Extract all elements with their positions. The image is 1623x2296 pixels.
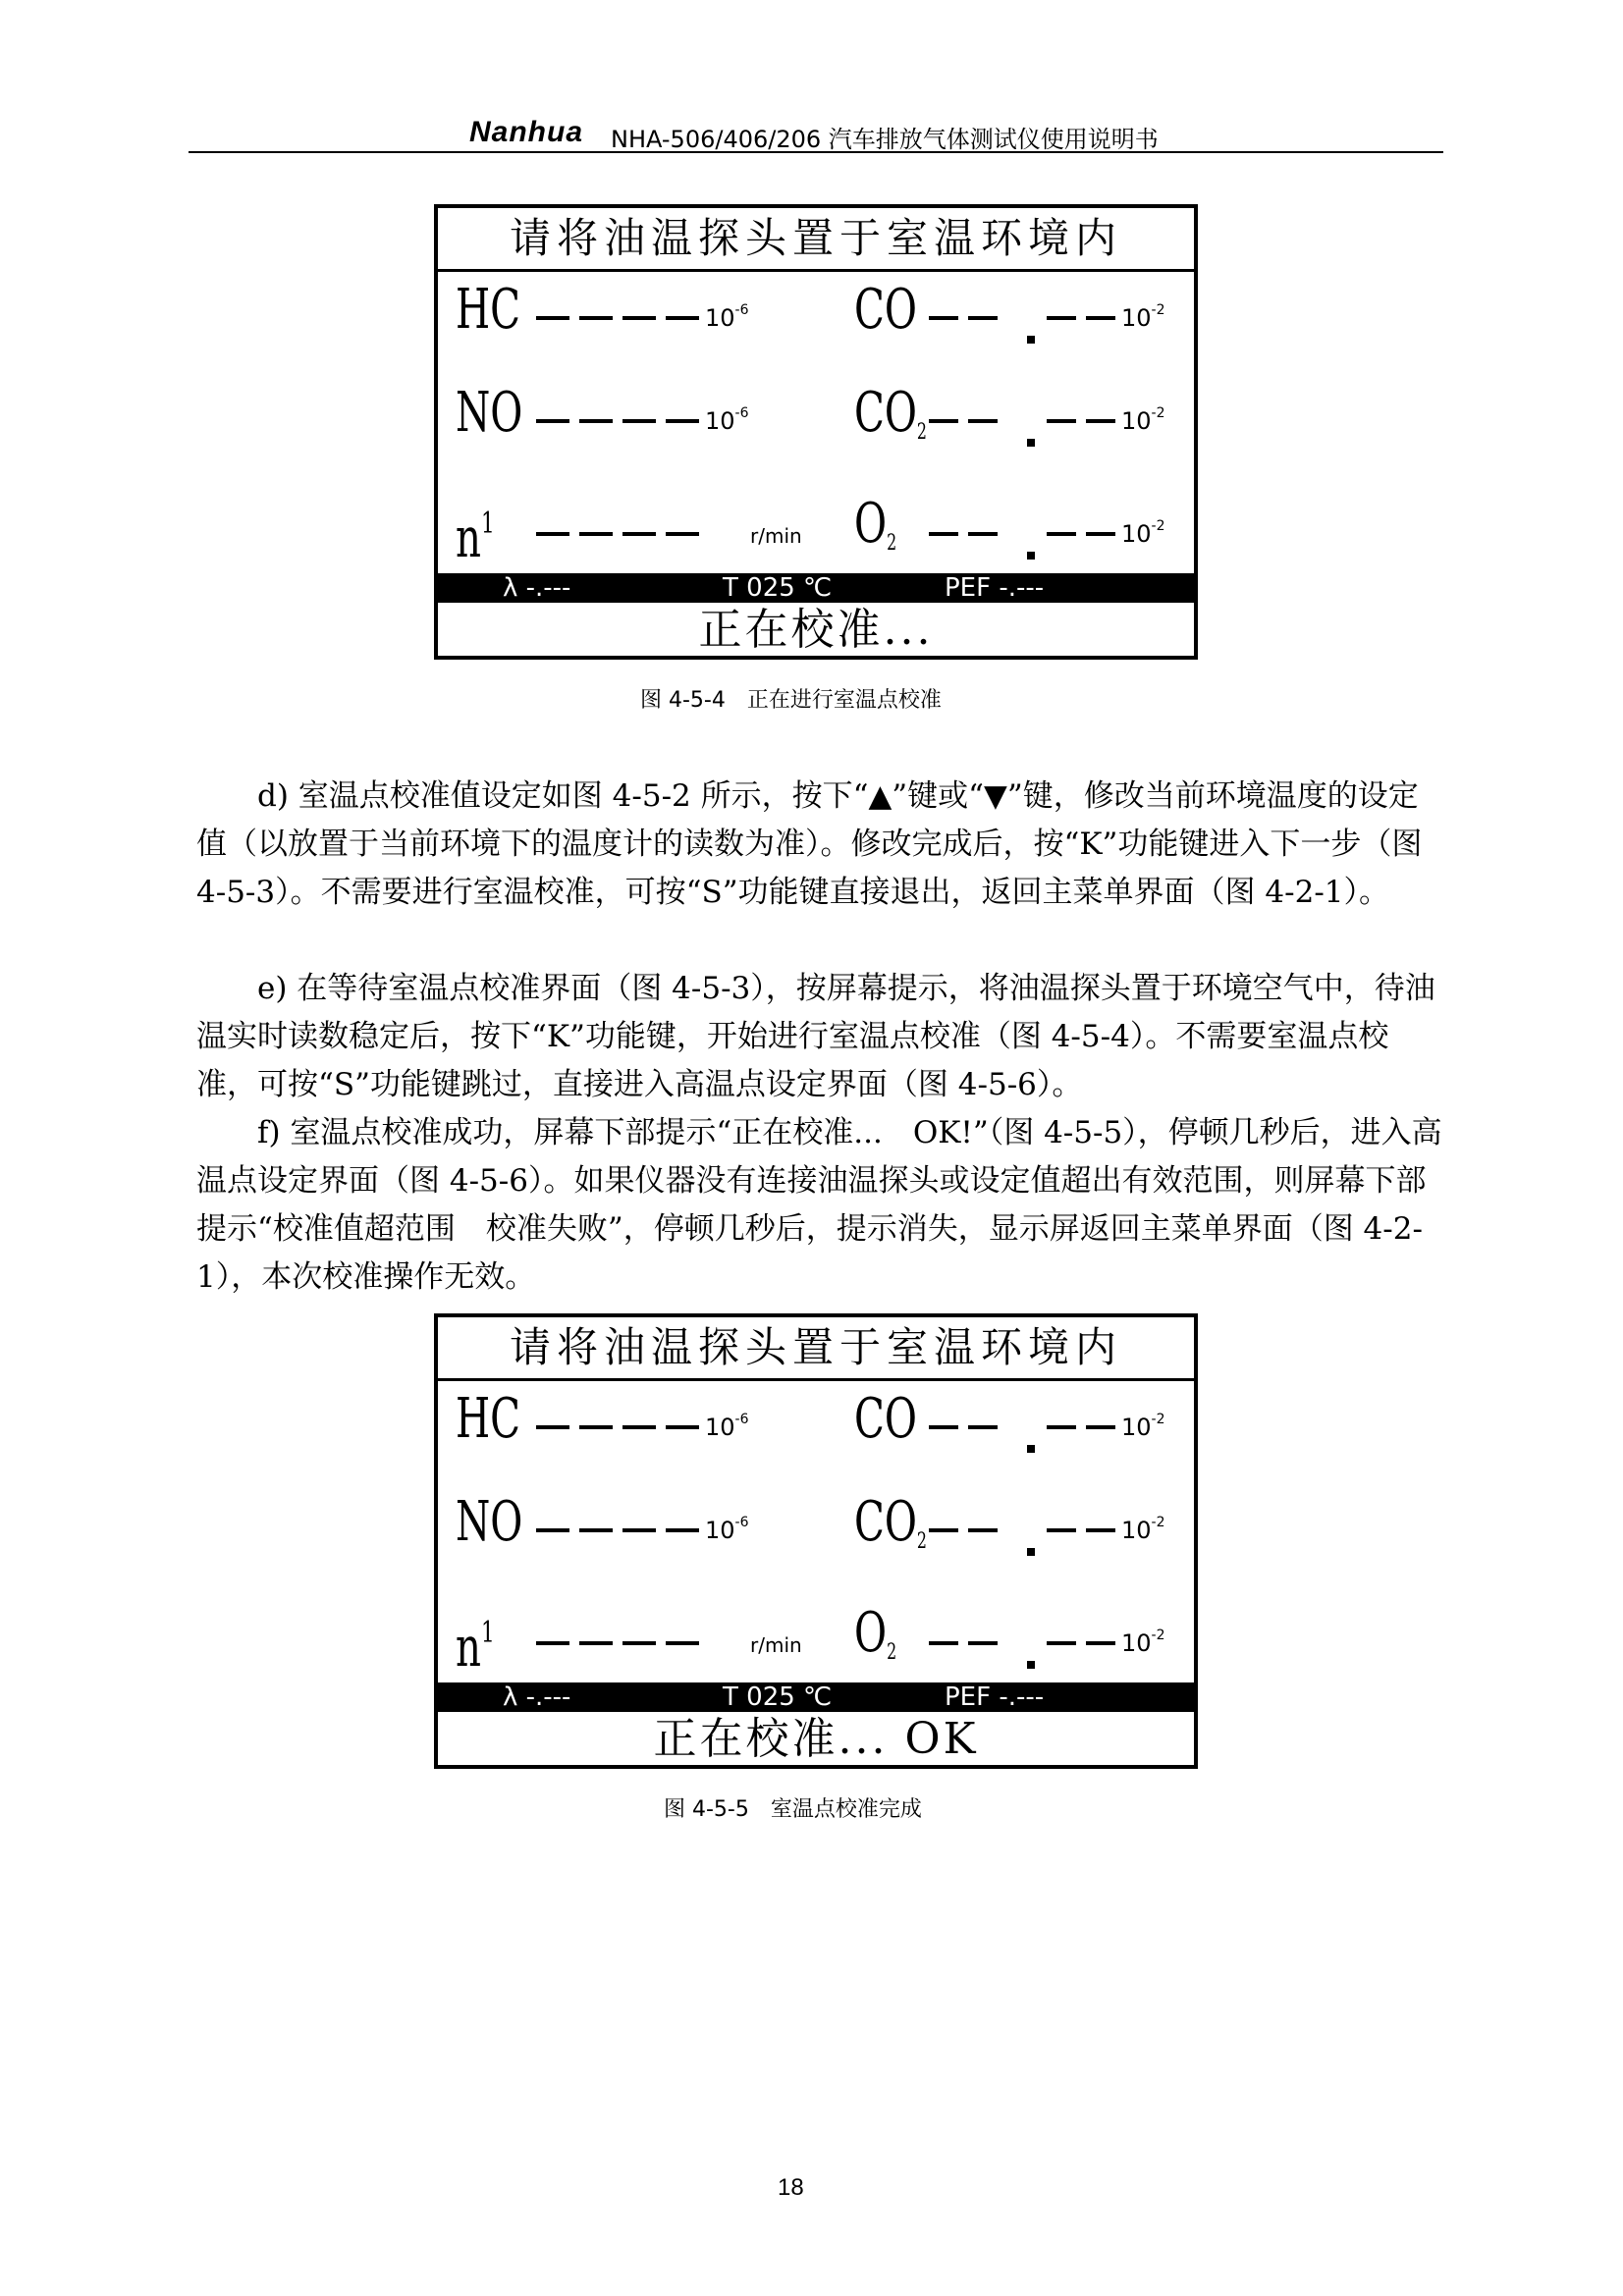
o2-unit: $10^{-2}$ bbox=[1121, 518, 1165, 548]
lcd-status-bar bbox=[438, 1682, 1194, 1712]
no-label: NO bbox=[456, 1490, 523, 1554]
lcd-screen-figure-2 bbox=[434, 1313, 1198, 1769]
o2-unit: $10^{-2}$ bbox=[1121, 1628, 1165, 1657]
rpm-label: $n^1$ bbox=[456, 1616, 495, 1680]
lambda-readout: λ -.--- bbox=[503, 1682, 571, 1712]
figure-caption: 图 4-5-4 正在进行室温点校准 bbox=[640, 688, 942, 713]
brand-logo: Nanhua bbox=[469, 116, 584, 148]
figure-caption: 图 4-5-5 室温点校准完成 bbox=[664, 1797, 922, 1822]
temperature-readout: T 025 ℃ bbox=[723, 1682, 833, 1712]
pef-readout: PEF -.--- bbox=[945, 1682, 1045, 1712]
paragraph-f: f) 室温点校准成功，屏幕下部提示“正在校准... OK!”（图 4-5-5），停顿几秒后，进入高温点设定界面（图 4-5-6）。如果仪器没有连接油温探头或设定值超出有效范围，则屏幕下部提示“校准值超范围 校准失败”，停顿几秒后，提示消失，显示屏返回主菜单界面（图 4-2-1），本次校准操作无效。 bbox=[196, 1115, 1442, 1295]
lcd-status-message: 正在校准... OK bbox=[653, 1714, 979, 1764]
header-title: NHA-506/406/206 汽车排放气体测试仪使用说明书 bbox=[611, 126, 1159, 153]
hc-unit: $10^{-6}$ bbox=[705, 302, 749, 332]
page-number: 18 bbox=[778, 2174, 804, 2201]
lcd-screen-figure-1 bbox=[434, 204, 1198, 660]
co2-unit: $10^{-2}$ bbox=[1121, 1515, 1165, 1544]
lcd-status-bar bbox=[438, 573, 1194, 603]
co-label: CO bbox=[854, 278, 917, 342]
rpm-unit: r/min bbox=[750, 524, 802, 548]
hc-unit: $10^{-6}$ bbox=[705, 1412, 749, 1441]
temperature-readout: T 025 ℃ bbox=[723, 573, 833, 603]
paragraph-e: e) 在等待室温点校准界面（图 4-5-3），按屏幕提示，将油温探头置于环境空气中，待油温实时读数稳定后，按下“K”功能键，开始进行室温点校准（图 4-5-4）。不需要室温点校准，可按“S”功能键跳过，直接进入高温点设定界面（图 4-5-6）。 bbox=[196, 971, 1435, 1102]
lcd-prompt: 请将油温探头置于室温环境内 bbox=[438, 208, 1194, 272]
o2-label: $O_2$ bbox=[854, 492, 897, 556]
hc-label: HC bbox=[456, 278, 521, 342]
o2-label: $O_2$ bbox=[854, 1601, 897, 1665]
pef-readout: PEF -.--- bbox=[945, 573, 1045, 603]
no-unit: $10^{-6}$ bbox=[705, 1515, 749, 1544]
hc-label: HC bbox=[456, 1387, 521, 1451]
co-unit: $10^{-2}$ bbox=[1121, 1412, 1165, 1441]
paragraph-d: d) 室温点校准值设定如图 4-5-2 所示，按下“▲”键或“▼”键，修改当前环境温度的设定值（以放置于当前环境下的温度计的读数为准）。修改完成后，按“K”功能键进入下一步（图 4-5-3）。不需要进行室温校准，可按“S”功能键直接退出，返回主菜单界面（图 4-2-1）。 bbox=[196, 778, 1423, 910]
co2-label: $CO_2$ bbox=[854, 1490, 927, 1554]
no-unit: $10^{-6}$ bbox=[705, 405, 749, 435]
co-unit: $10^{-2}$ bbox=[1121, 302, 1165, 332]
rpm-unit: r/min bbox=[750, 1633, 802, 1657]
page-header bbox=[189, 110, 1443, 153]
lcd-status-message: 正在校准... bbox=[698, 605, 934, 655]
lambda-readout: λ -.--- bbox=[503, 573, 571, 603]
co-label: CO bbox=[854, 1387, 917, 1451]
lcd-prompt: 请将油温探头置于室温环境内 bbox=[438, 1317, 1194, 1381]
no-label: NO bbox=[456, 381, 523, 445]
rpm-label: $n^1$ bbox=[456, 507, 495, 570]
co2-label: $CO_2$ bbox=[854, 381, 927, 445]
co2-unit: $10^{-2}$ bbox=[1121, 405, 1165, 435]
